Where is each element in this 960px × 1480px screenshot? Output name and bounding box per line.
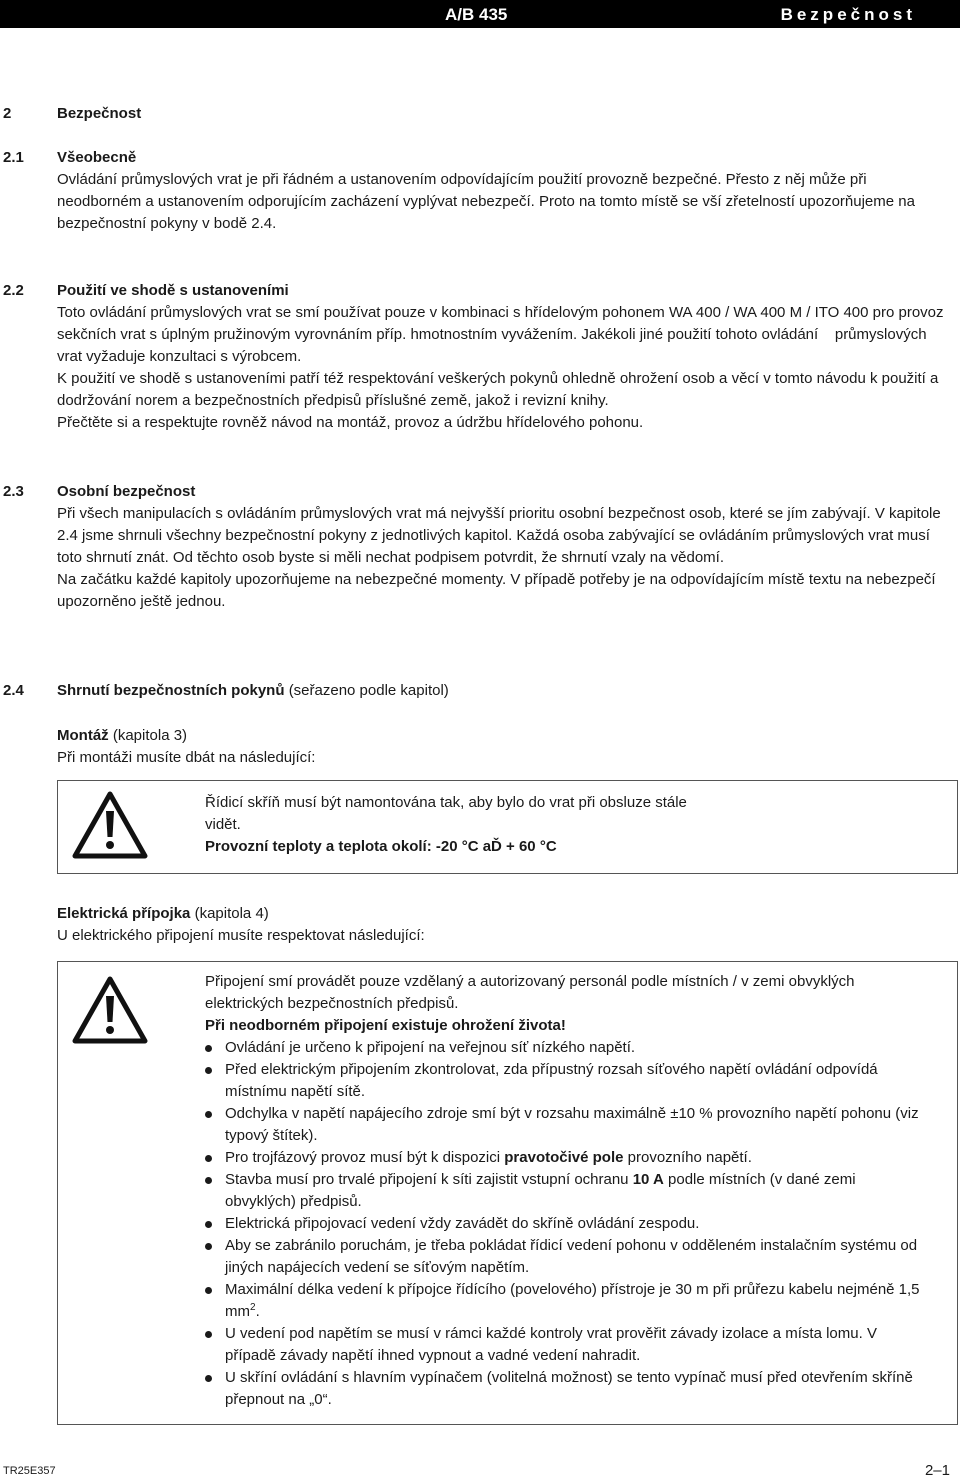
section-number: 2.1: [3, 149, 24, 166]
list-item-text: podle místních (v dané zemi obvyklých) předpisů.: [225, 1171, 856, 1210]
warning-triangle-icon: [72, 976, 148, 1044]
section-paragraph: Na začátku každé kapitoly upozorňujeme na nebezpečné momenty. V případě potřeby je na odpovídajícím místě textu na nebezpečí upozorněno ještě jednou.: [57, 571, 936, 610]
section-paragraph: Přečtěte si a respektujte rovněž návod na montáž, provoz a údržbu hřídelového pohonu.: [57, 414, 644, 431]
list-item-bold: pravotočivé pole: [504, 1149, 624, 1166]
subsection-note: (kapitola 3): [112, 727, 188, 744]
warning-text: Připojení smí provádět pouze vzdělaný a autorizovaný personál podle místních / v zemi obvyklých elektrických bezpečnostních předpisů.: [205, 973, 855, 1012]
section-title: Bezpečnost: [57, 105, 142, 122]
list-item-text: Pro trojfázový provoz musí být k dispozici: [225, 1149, 505, 1166]
list-item: U skříní ovládání s hlavním vypínačem (volitelná možnost) se tento vypínač musí před otevřením skříně přepnout na „0“.: [205, 1367, 925, 1411]
footer-doc-code: TR25E357: [3, 1465, 56, 1477]
list-item-bold: 10 A: [632, 1171, 664, 1188]
list-item: Aby se zabránilo poruchám, je třeba pokládat řídicí vedení pohonu v odděleném instalačním systému od jiných napájecích vedení se síťovým napětím.: [205, 1235, 925, 1279]
subsection-title: [57, 725, 947, 747]
section-title: [57, 680, 947, 702]
superscript: 2: [250, 1302, 256, 1313]
subsection-intro: Při montáži musíte dbát na následující:: [57, 749, 316, 766]
list-item-text: Maximální délka vedení k přípojce řídícího (povelového) přístroje je 30 m při průřezu kabelu nejméně 1,5 mm: [225, 1281, 920, 1320]
requirements-list: [205, 1037, 925, 1411]
section-paragraph: Při všech manipulacích s ovládáním průmyslových vrat má nejvyšší prioritu osobní bezpečnost osob, které se jím zabývají. V kapitole 2.4 jsme shrnuli všechny bezpečnostní pokyny z jednotlivých kapitol. Každá osoba zabývající se ovládáním průmyslových vrat musí toto shrnutí znát. Od těchto osob byste si měli nechat podpisem potvrdit, že shrnutí vzaly na vědomí.: [57, 505, 941, 566]
list-item: U vedení pod napětím se musí v rámci každé kontroly vrat prověřit závady izolace a místa lomu. V případě závady napětí ihned vypnout a vadné vedení nahradit.: [205, 1323, 925, 1367]
warning-triangle-icon: [72, 791, 148, 859]
list-item: Ovládání je určeno k připojení na veřejnou síť nízkého napětí.: [205, 1037, 925, 1059]
section-title-note: (seřazeno podle kapitol): [288, 682, 449, 699]
page-number: 2–1: [924, 1462, 950, 1479]
section-number: 2.4: [3, 682, 24, 699]
list-item: [205, 1169, 925, 1213]
section-title-text: Shrnutí bezpečnostních pokynů: [57, 682, 285, 699]
section-number: 2: [3, 105, 12, 122]
subsection-title-text: Montáž: [57, 727, 109, 744]
warning-box-montaz: [57, 780, 958, 874]
list-item: Elektrická připojovací vedení vždy zavádět do skříně ovládání zespodu.: [205, 1213, 925, 1235]
section-title: Osobní bezpečnost: [57, 483, 196, 500]
subsection-title-text: Elektrická přípojka: [57, 905, 191, 922]
warning-box-elektro: [57, 961, 958, 1425]
subsection-note: (kapitola 4): [194, 905, 269, 922]
header-section-title: Bezpečnost: [780, 5, 916, 24]
list-item-text: provozního napětí.: [623, 1149, 752, 1166]
section-title: Všeobecně: [57, 149, 137, 166]
warning-bold-text: Provozní teploty a teplota okolí: -20 °C aĎ + 60 °C: [205, 838, 557, 855]
list-item-text: .: [255, 1303, 260, 1320]
section-paragraph: K použití ve shodě s ustanoveními patří též respektování veškerých pokynů ohledně ohrožení osob a věcí v tomto návodu k použití a dodržování norem a bezpečnostních předpisů příslušné země, jakož i revizní knihy.: [57, 370, 939, 409]
page-header: [0, 0, 960, 28]
list-item: [205, 1147, 925, 1169]
header-doc-id: A/B 435: [445, 5, 508, 24]
list-item-text: Stavba musí pro trvalé připojení k síti zajistit vstupní ochranu: [225, 1171, 633, 1188]
list-item: [205, 1279, 925, 1323]
section-paragraph: Ovládání průmyslových vrat je při řádném a ustanovením odpovídajícím použití provozně bezpečné. Přesto z něj může při neodborném a ustanovením odporujícím zacházení vyplývat nebezpečí. Proto na tomto místě se vší zřetelností upozorňujeme na bezpečnostní pokyny v bodě 2.4.: [57, 171, 915, 232]
section-paragraph: Toto ovládání průmyslových vrat se smí používat pouze v kombinaci s hřídelovým pohonem WA 400 / WA 400 M / ITO 400 pro provoz sekčních vrat s úplným pružinovým vyrovnáním příp. hmotnostním vyvážením. Jakékoli jiné použití tohoto ovládání průmyslových vrat vyžaduje konzultaci s výrobcem.: [57, 304, 948, 365]
list-item: Odchylka v napětí napájecího zdroje smí být v rozsahu maximálně ±10 % provozního napětí pohonu (viz typový štítek).: [205, 1103, 925, 1147]
subsection-title: [57, 903, 947, 925]
subsection-intro: U elektrického připojení musíte respektovat následující:: [57, 927, 425, 944]
list-item: Před elektrickým připojením zkontrolovat, zda přípustný rozsah síťového napětí ovládání odpovídá místnímu napětí sítě.: [205, 1059, 925, 1103]
section-number: 2.3: [3, 483, 24, 500]
warning-bold-text: Při neodborném připojení existuje ohrožení života!: [205, 1017, 566, 1034]
section-number: 2.2: [3, 282, 24, 299]
section-title: Použití ve shodě s ustanoveními: [57, 282, 289, 299]
warning-text: Řídicí skříň musí být namontována tak, aby bylo do vrat při obsluze stále vidět.: [205, 794, 687, 833]
